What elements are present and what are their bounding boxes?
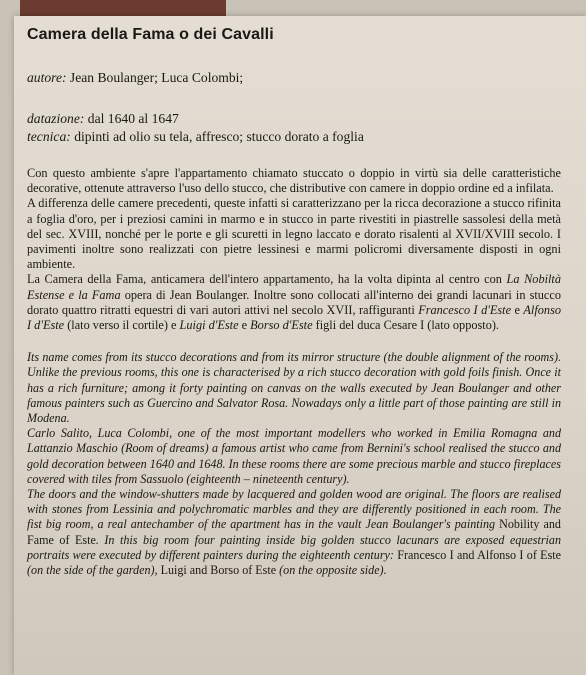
it-p3-text: figli del duca Cesare I (lato opposto). <box>312 318 500 333</box>
it-p3-portrait-name: Francesco I d'Este <box>418 302 512 317</box>
page-title: Camera della Fama o dei Cavalli <box>27 26 274 43</box>
en-p3-artwork-title: Nobility and Fame of Este <box>27 517 561 547</box>
it-p3-text: e <box>238 318 251 333</box>
date-label: datazione: <box>27 111 85 126</box>
italian-paragraph-2: A differenza delle camere precedenti, queste infatti si caratterizzano per la ricca decorazione a stucco rifinita a foglia d'oro, per i preziosi camini in marmo e in stucco in parte rivestiti in piastrelle sassolesi della metà del sec. XVIII, nonché per le porte e gli scuretti in legno laccato e dorato risalenti al XVII/XVIII secolo. I pavimenti inoltre sono realizzati con pietre lessinesi e marmi policromi diversamente disposti in ogni ambiente. <box>27 196 561 272</box>
italian-paragraph-1: Con questo ambiente s'apre l'appartamento chiamato stuccato o doppio in virtù sia delle caratteristiche decorative, ottenute attraverso l'uso dello stucco, che distributive con camere in doppio ordine ed a infilata. <box>27 166 561 196</box>
it-p3-text: opera di Jean Boulanger. Inoltre sono collocati all'interno dei grandi lacunari in stucco dorato quattro ritratti equestri di vari autori attivi nel secolo XVII, raffiguranti <box>27 287 561 317</box>
author-value: Jean Boulanger; Luca Colombi; <box>69 70 244 85</box>
it-p3-portrait-name: Alfonso I d'Este <box>27 302 561 333</box>
it-p3-portrait-name: Borso d'Este <box>250 318 313 333</box>
en-p3-portrait-names: Luigi and Borso of Este <box>160 563 277 578</box>
technique-line <box>27 128 561 146</box>
english-paragraph-2: Carlo Salito, Luca Colombi, one of the most important modellers who worked in Emilia Romagna and Lattanzio Maschio (Room of dreams) a famous artist who came from Bernini's school realised the stucco and gold decoration between 1640 and 1648. In these rooms there are some precious marble and stucco fireplaces covered with tiles from Sassuolo (eighteenth – nineteenth century). <box>27 426 561 486</box>
author-label: autore: <box>27 70 67 85</box>
date-value: dal 1640 al 1647 <box>87 111 179 126</box>
date-line <box>27 110 561 128</box>
panel-content <box>27 26 561 578</box>
english-paragraph-3 <box>27 487 561 578</box>
italian-paragraph-3 <box>27 272 561 333</box>
en-p3-portrait-names: Francesco I and Alfonso I of Este <box>397 547 561 562</box>
english-paragraph-1: Its name comes from its stucco decorations and from its mirror structure (the double alignment of the rooms). Unlike the previous rooms, this one is characterised by a rich stucco decoration with gold foils finish. Once it has a rich furniture; among it forty painting on canvas on the walls executed by Jean Boulanger and other famous painters such as Guercino and Salvator Rosa. Nowadays only a little part of those painting are still in Modena. <box>27 350 561 426</box>
author-line <box>27 69 561 87</box>
it-p3-text: (lato verso il cortile) e <box>64 318 180 333</box>
it-p3-artwork-title: La Nobiltà Estense e la Fama <box>27 272 562 302</box>
en-p3-text: The doors and the window-shutters made by lacquered and golden wood are original. The floors are realised with stones from Lessinia and polychromatic marbles and they are differently positioned in each room. The fist big room, a real antechamber of the apartment has in the vault Jean Boulanger's painting <box>27 487 561 532</box>
it-p3-portrait-name: Luigi d'Este <box>179 318 239 333</box>
it-p3-text: e <box>511 302 524 317</box>
english-description <box>27 350 561 578</box>
technique-label: tecnica: <box>27 129 71 144</box>
italian-description <box>27 166 561 333</box>
it-p3-text: La Camera della Fama, anticamera dell'intero appartamento, ha la volta dipinta al centro con <box>27 272 507 287</box>
en-p3-text: . In this big room four painting inside big golden stucco lacunars are exposed equestrian portraits were executed by different painters during the eighteenth century: <box>27 532 561 562</box>
en-p3-text: (on the side of the garden), <box>27 563 161 578</box>
en-p3-text: (on the opposite side). <box>276 563 387 578</box>
technique-value: dipinti ad olio su tela, affresco; stucco dorato a foglia <box>74 129 364 144</box>
